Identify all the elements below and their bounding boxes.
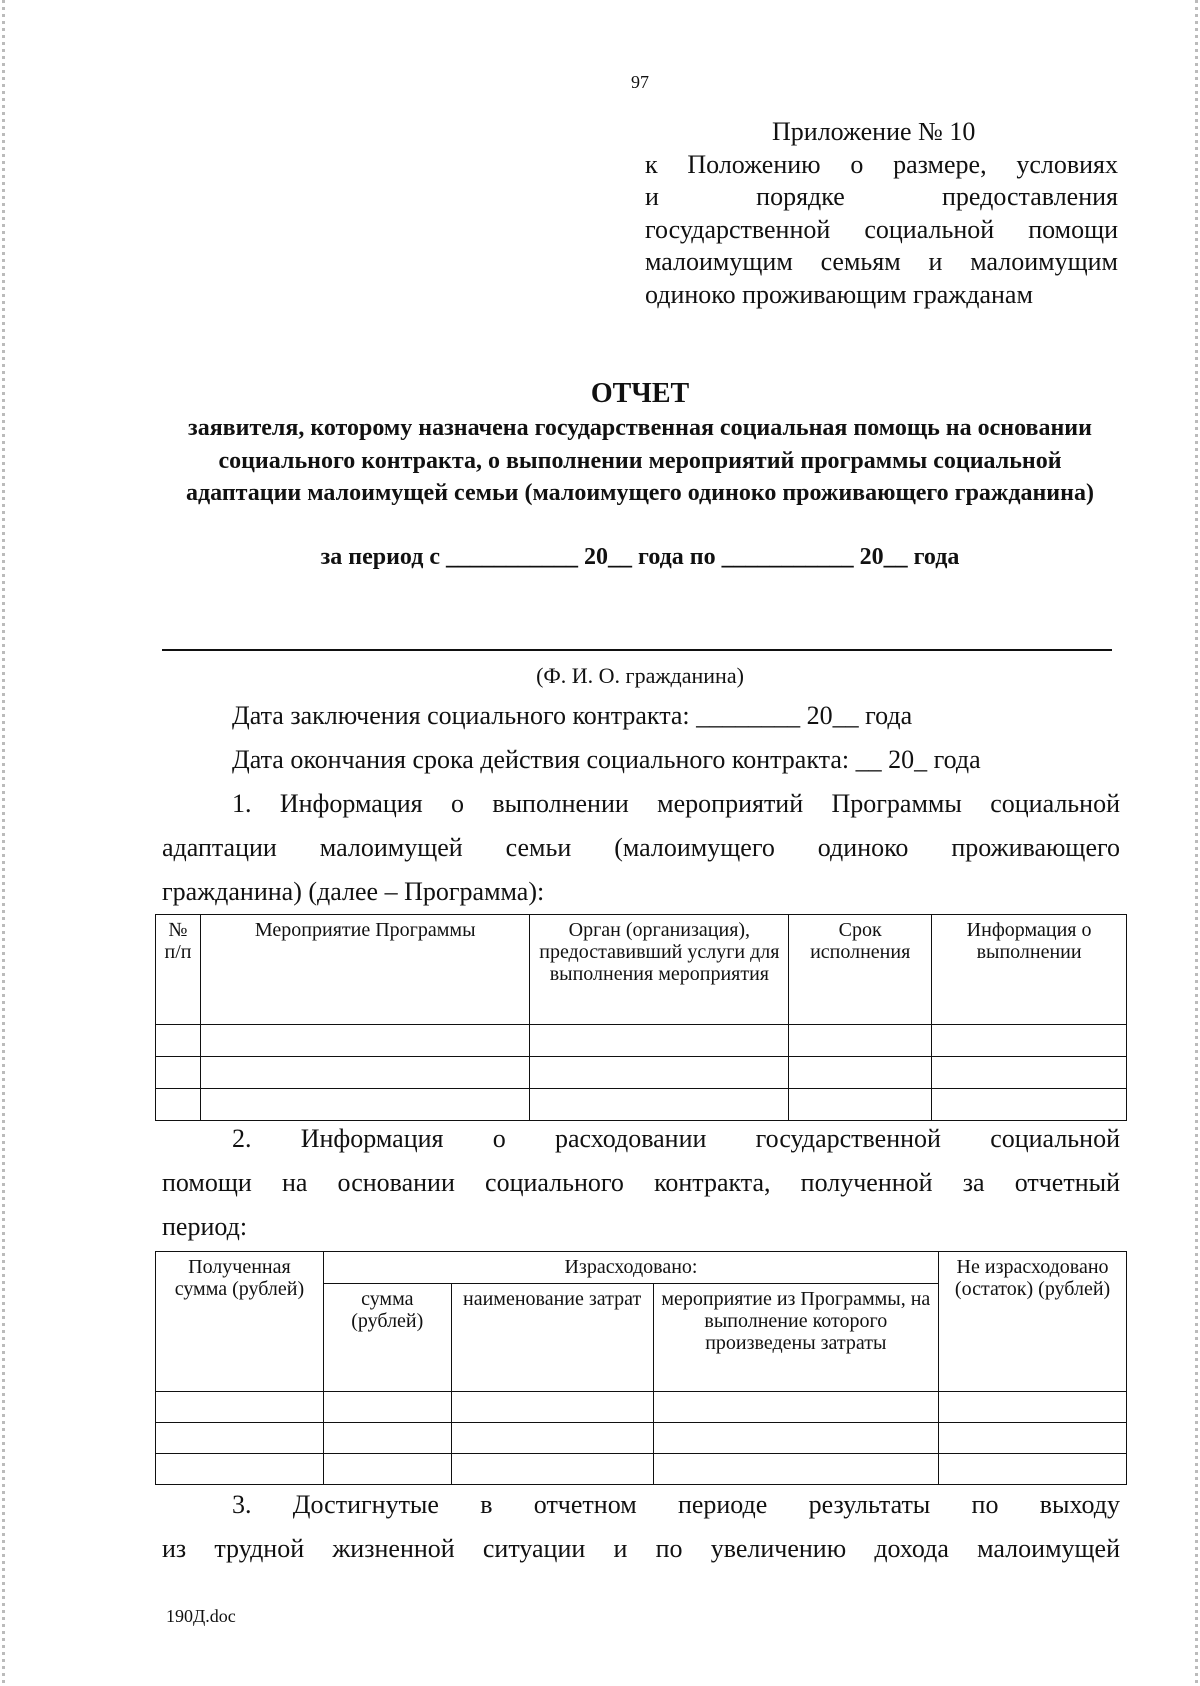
col-header-completion-info: Информация о выполнении (932, 915, 1127, 1025)
col-header-deadline: Срок исполнения (789, 915, 932, 1025)
col-header-event: Мероприятие Программы (200, 915, 530, 1025)
appendix-block (645, 116, 1118, 311)
section3-line: из трудной жизненной ситуации и по увеличению дохода малоимущей (162, 1534, 1120, 1563)
section2-line: период: (162, 1212, 248, 1241)
section3-text (162, 1483, 1120, 1571)
report-period: за период с ___________ 20__ года по ___________ 20__ года (320, 544, 960, 570)
expenses-table (155, 1251, 1127, 1485)
page-number: 97 (631, 72, 649, 92)
appendix-line: одиноко проживающим гражданам (645, 279, 1033, 309)
section2-text (162, 1117, 1120, 1249)
appendix-title: Приложение № 10 (772, 117, 976, 146)
scan-edge-right (1195, 0, 1198, 1686)
section2-line: 2. Информация о расходовании государственной социальной (232, 1124, 1120, 1153)
table-row (156, 1423, 1127, 1454)
citizen-name-caption: (Ф. И. О. гражданина) (536, 663, 744, 688)
col-header-spent-event: мероприятие из Программы, на выполнение которого произведены затраты (653, 1284, 939, 1392)
section2-line: помощи на основании социального контракта, полученной за отчетный (162, 1168, 1120, 1197)
col-header-number: № п/п (156, 915, 201, 1025)
report-title: ОТЧЕТ (590, 378, 690, 409)
document-footer: 190Д.doc (166, 1606, 236, 1626)
section3-line: 3. Достигнутые в отчетном периоде результаты по выходу (232, 1490, 1120, 1519)
appendix-line: государственной социальной помощи (645, 214, 1118, 244)
scan-edge-left (2, 0, 5, 1686)
table-row (156, 1454, 1127, 1485)
citizen-name-line (162, 649, 1112, 651)
appendix-line: к Положению о размере, условиях (645, 149, 1118, 179)
program-events-table (155, 914, 1127, 1121)
table-row (156, 1025, 1127, 1057)
section1-text (162, 782, 1120, 914)
table-row (156, 1089, 1127, 1121)
section1-line: адаптации малоимущей семьи (малоимущего одиноко проживающего (162, 833, 1120, 862)
col-header-not-spent: Не израсходовано (остаток) (рублей) (939, 1252, 1127, 1392)
col-header-spent: Израсходовано: (323, 1252, 938, 1284)
col-header-spent-name: наименование затрат (451, 1284, 653, 1392)
contract-end-date: Дата окончания срока действия социального контракта: __ 20_ года (232, 745, 981, 774)
col-header-spent-sum: сумма (рублей) (323, 1284, 451, 1392)
section1-line: 1. Информация о выполнении мероприятий Программы социальной (232, 789, 1120, 818)
contract-start-date: Дата заключения социального контракта: ________ 20__ года (232, 701, 913, 730)
report-subtitle: заявителя, которому назначена государственная социальная помощь на основании социального контракта, о выполнении мероприятий программы социальной адаптации малоимущей семьи (малоимущего одиноко проживающего гражданина) (186, 415, 1094, 506)
appendix-line: и порядке предоставления (645, 182, 1118, 211)
table-row (156, 1392, 1127, 1423)
table-row (156, 1057, 1127, 1089)
appendix-line: малоимущим семьям и малоимущим (645, 247, 1118, 276)
col-header-organization: Орган (организация), предоставивший услуги для выполнения мероприятия (530, 915, 789, 1025)
section1-line: гражданина) (далее – Программа): (162, 877, 545, 906)
col-header-received-sum: Полученная сумма (рублей) (156, 1252, 324, 1392)
